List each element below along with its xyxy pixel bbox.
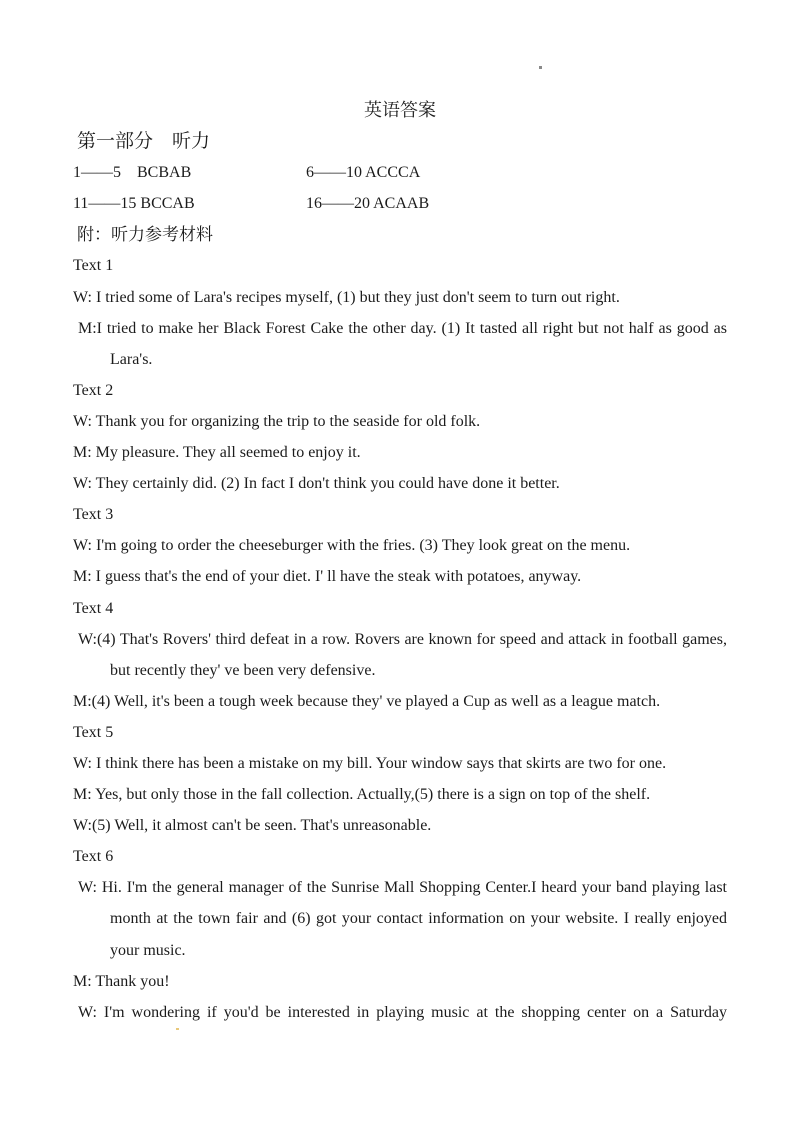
- transcript-block-4: [73, 593, 727, 717]
- answers-16-20: 16——20 ACAAB: [306, 195, 430, 213]
- dialogue-line: W:(5) Well, it almost can't be seen. That's unreasonable.: [73, 817, 432, 835]
- dialogue-line: W: Thank you for organizing the trip to the seaside for old folk.: [73, 412, 481, 430]
- dialogue-line: W: I tried some of Lara's recipes myself, (1) but they just don't seem to turn out right.: [73, 288, 620, 306]
- dialogue-line: W: They certainly did. (2) In fact I don't think you could have done it better.: [73, 475, 560, 493]
- dialogue-line: W: I think there has been a mistake on my bill. Your window says that skirts are two for one.: [73, 754, 667, 772]
- transcript-label: Text 4: [73, 599, 114, 617]
- section-heading: 第一部分 听力: [77, 131, 211, 153]
- transcript-label: Text 6: [73, 848, 114, 866]
- dialogue-line: W: I'm wondering if you'd be interested in playing music at the shopping center on a Saturday: [78, 1003, 727, 1021]
- answer-row-1: [73, 157, 727, 188]
- transcript-block-2: [73, 375, 727, 499]
- answers-6-10: 6——10 ACCCA: [306, 164, 421, 182]
- dialogue-line: but recently they' ve been very defensive.: [110, 661, 376, 679]
- dialogue-line: your music.: [110, 941, 186, 959]
- dialogue-line: M: Thank you!: [73, 972, 170, 990]
- dialogue-line: M:(4) Well, it's been a tough week because they' ve played a Cup as well as a league match.: [73, 692, 661, 710]
- transcript-label: Text 5: [73, 723, 114, 741]
- transcript-label: Text 2: [73, 381, 114, 399]
- dialogue-line: W:(4) That's Rovers' third defeat in a row. Rovers are known for speed and attack in football games,: [78, 630, 727, 648]
- dialogue-line: M: Yes, but only those in the fall collection. Actually,(5) there is a sign on top of the shelf.: [73, 786, 651, 804]
- scan-artifact-speck: [176, 1028, 179, 1030]
- attachment-note: 附：听力参考材料: [77, 225, 213, 245]
- dialogue-line: Lara's.: [110, 350, 153, 368]
- transcript-label: Text 1: [73, 257, 114, 275]
- transcript-label: Text 3: [73, 506, 114, 524]
- transcript-block-3: [73, 499, 727, 592]
- dialogue-line: W: I'm going to order the cheeseburger with the fries. (3) They look great on the menu.: [73, 537, 631, 555]
- answers-1-5: 1——5 BCBAB: [73, 164, 192, 182]
- answers-11-15: 11——15 BCCAB: [73, 195, 195, 213]
- dialogue-line: M:I tried to make her Black Forest Cake the other day. (1) It tasted all right but not half as good as: [78, 319, 727, 337]
- transcript-block-1: [73, 250, 727, 374]
- dialogue-line: W: Hi. I'm the general manager of the Sunrise Mall Shopping Center.I heard your band playing last: [78, 879, 727, 897]
- transcript-block-6: [73, 841, 727, 1028]
- transcript-block-5: [73, 717, 727, 841]
- dialogue-line: M: I guess that's the end of your diet. I' ll have the steak with potatoes, anyway.: [73, 568, 582, 586]
- page-title: 英语答案: [364, 100, 436, 120]
- dialogue-line: M: My pleasure. They all seemed to enjoy it.: [73, 444, 361, 462]
- dialogue-line: month at the town fair and (6) got your contact information on your website. I really enjoyed: [110, 910, 727, 928]
- answer-row-2: [73, 188, 727, 219]
- document-content: [73, 0, 727, 1028]
